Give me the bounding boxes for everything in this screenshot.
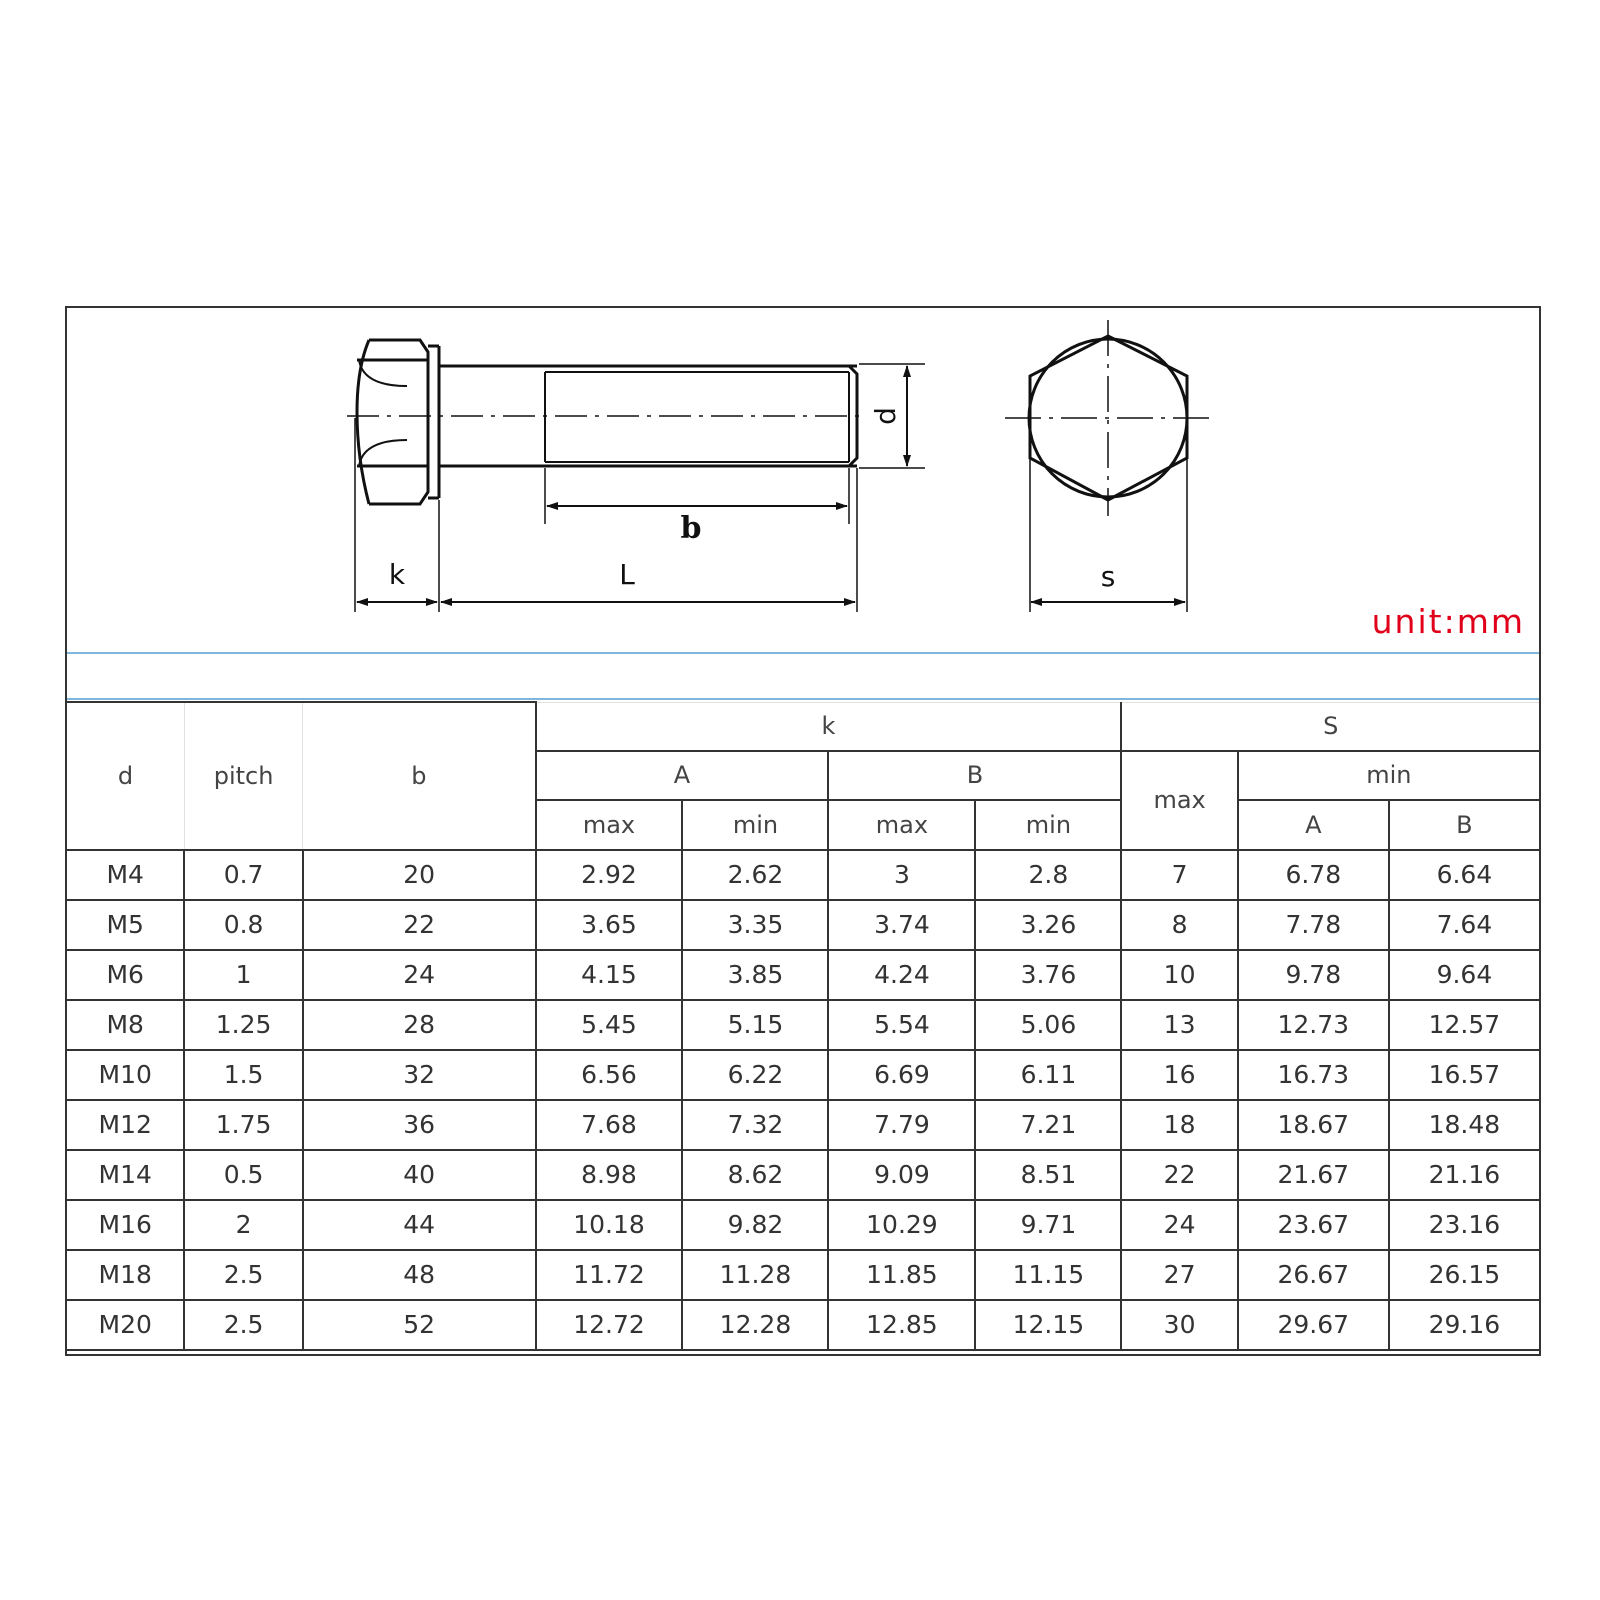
cell-b: 28 <box>303 1000 536 1050</box>
cell-k-b-max: 5.54 <box>828 1000 975 1050</box>
cell-s-max: 8 <box>1121 900 1237 950</box>
cell-k-a-min: 11.28 <box>682 1250 828 1300</box>
cell-s-max: 27 <box>1121 1250 1237 1300</box>
cell-k-b-min: 6.11 <box>975 1050 1121 1100</box>
cell-k-b-max: 12.85 <box>828 1300 975 1350</box>
cell-k-b-min: 12.15 <box>975 1300 1121 1350</box>
cell-k-b-min: 8.51 <box>975 1150 1121 1200</box>
cell-k-b-max: 4.24 <box>828 950 975 1000</box>
cell-k-b-min: 7.21 <box>975 1100 1121 1150</box>
cell-d: M8 <box>66 1000 184 1050</box>
cell-k-a-max: 8.98 <box>536 1150 683 1200</box>
cell-s-min-b: 26.15 <box>1389 1250 1540 1300</box>
label-k: k <box>388 558 406 591</box>
cell-d: M6 <box>66 950 184 1000</box>
cell-k-a-max: 12.72 <box>536 1300 683 1350</box>
cell-k-a-min: 3.85 <box>682 950 828 1000</box>
cell-b: 36 <box>303 1100 536 1150</box>
cell-k-a-max: 11.72 <box>536 1250 683 1300</box>
cell-k-a-min: 5.15 <box>682 1000 828 1050</box>
table-row <box>66 1200 1540 1250</box>
cell-d: M4 <box>66 850 184 900</box>
cell-k-a-max: 7.68 <box>536 1100 683 1150</box>
label-s: s <box>1100 560 1116 593</box>
dimension-lines <box>357 366 1185 602</box>
cell-k-b-min: 3.26 <box>975 900 1121 950</box>
table-row <box>66 1100 1540 1150</box>
cell-b: 24 <box>303 950 536 1000</box>
cell-b: 22 <box>303 900 536 950</box>
cell-pitch: 1 <box>184 950 302 1000</box>
cell-k-a-max: 4.15 <box>536 950 683 1000</box>
cell-s-min-b: 21.16 <box>1389 1150 1540 1200</box>
cell-pitch: 1.75 <box>184 1100 302 1150</box>
cell-d: M20 <box>66 1300 184 1350</box>
cell-k-a-max: 3.65 <box>536 900 683 950</box>
cell-b: 52 <box>303 1300 536 1350</box>
cell-pitch: 2 <box>184 1200 302 1250</box>
cell-k-b-min: 3.76 <box>975 950 1121 1000</box>
cell-pitch: 1.5 <box>184 1050 302 1100</box>
header-k-b-min: min <box>975 800 1121 850</box>
header-k-a: A <box>536 751 829 800</box>
cell-pitch: 2.5 <box>184 1300 302 1350</box>
cell-k-a-max: 10.18 <box>536 1200 683 1250</box>
cell-s-max: 7 <box>1121 850 1237 900</box>
cell-s-min-b: 6.64 <box>1389 850 1540 900</box>
cell-s-min-a: 16.73 <box>1238 1050 1389 1100</box>
cell-pitch: 1.25 <box>184 1000 302 1050</box>
cell-k-a-min: 2.62 <box>682 850 828 900</box>
cell-s-min-b: 12.57 <box>1389 1000 1540 1050</box>
header-s-min-b: B <box>1389 800 1540 850</box>
bolt-head-side-view <box>357 340 439 504</box>
cell-s-min-b: 29.16 <box>1389 1300 1540 1350</box>
cell-s-min-a: 21.67 <box>1238 1150 1389 1200</box>
cell-d: M5 <box>66 900 184 950</box>
cell-s-min-a: 12.73 <box>1238 1000 1389 1050</box>
cell-pitch: 0.5 <box>184 1150 302 1200</box>
header-s: S <box>1121 702 1540 751</box>
cell-d: M14 <box>66 1150 184 1200</box>
cell-pitch: 0.8 <box>184 900 302 950</box>
cell-k-b-min: 2.8 <box>975 850 1121 900</box>
header-k-b: B <box>828 751 1121 800</box>
cell-k-b-min: 11.15 <box>975 1250 1121 1300</box>
cell-k-b-max: 10.29 <box>828 1200 975 1250</box>
table-row <box>66 1250 1540 1300</box>
bolt-technical-drawing <box>67 308 1539 652</box>
header-k-b-max: max <box>828 800 975 850</box>
cell-pitch: 0.7 <box>184 850 302 900</box>
table-row <box>66 850 1540 900</box>
bolt-spec-table <box>65 701 1541 1351</box>
cell-k-b-max: 6.69 <box>828 1050 975 1100</box>
cell-s-min-b: 23.16 <box>1389 1200 1540 1250</box>
header-s-min-a: A <box>1238 800 1389 850</box>
cell-b: 32 <box>303 1050 536 1100</box>
table-row <box>66 1050 1540 1100</box>
header-k: k <box>536 702 1122 751</box>
table-row <box>66 1000 1540 1050</box>
header-s-max: max <box>1121 751 1237 850</box>
cell-k-b-max: 3.74 <box>828 900 975 950</box>
cell-d: M18 <box>66 1250 184 1300</box>
cell-s-min-a: 6.78 <box>1238 850 1389 900</box>
table-row <box>66 900 1540 950</box>
cell-k-a-min: 3.35 <box>682 900 828 950</box>
cell-k-a-min: 6.22 <box>682 1050 828 1100</box>
table-row <box>66 1150 1540 1200</box>
cell-s-min-b: 7.64 <box>1389 900 1540 950</box>
cell-k-b-max: 7.79 <box>828 1100 975 1150</box>
cell-b: 48 <box>303 1250 536 1300</box>
cell-s-min-a: 9.78 <box>1238 950 1389 1000</box>
cell-k-b-max: 3 <box>828 850 975 900</box>
header-d: d <box>66 702 184 850</box>
cell-s-max: 10 <box>1121 950 1237 1000</box>
cell-s-min-b: 16.57 <box>1389 1050 1540 1100</box>
label-d: d <box>869 407 902 425</box>
cell-s-min-a: 23.67 <box>1238 1200 1389 1250</box>
cell-s-max: 16 <box>1121 1050 1237 1100</box>
cell-k-a-min: 7.32 <box>682 1100 828 1150</box>
header-s-min: min <box>1238 751 1540 800</box>
header-k-a-max: max <box>536 800 683 850</box>
cell-k-a-min: 9.82 <box>682 1200 828 1250</box>
cell-k-a-max: 5.45 <box>536 1000 683 1050</box>
cell-k-b-min: 9.71 <box>975 1200 1121 1250</box>
spec-sheet-frame <box>65 306 1541 1356</box>
cell-d: M12 <box>66 1100 184 1150</box>
cell-k-b-max: 9.09 <box>828 1150 975 1200</box>
cell-pitch: 2.5 <box>184 1250 302 1300</box>
blue-separator-band <box>67 652 1539 700</box>
cell-k-a-min: 8.62 <box>682 1150 828 1200</box>
table-row <box>66 1300 1540 1350</box>
cell-b: 44 <box>303 1200 536 1250</box>
label-L: L <box>619 558 635 591</box>
cell-k-a-min: 12.28 <box>682 1300 828 1350</box>
cell-s-min-a: 7.78 <box>1238 900 1389 950</box>
cell-s-max: 18 <box>1121 1100 1237 1150</box>
cell-d: M10 <box>66 1050 184 1100</box>
cell-s-max: 13 <box>1121 1000 1237 1050</box>
cell-s-min-a: 26.67 <box>1238 1250 1389 1300</box>
header-k-a-min: min <box>682 800 828 850</box>
cell-s-min-b: 9.64 <box>1389 950 1540 1000</box>
header-pitch: pitch <box>184 702 302 850</box>
cell-s-min-a: 18.67 <box>1238 1100 1389 1150</box>
cell-k-a-max: 2.92 <box>536 850 683 900</box>
unit-label: unit:mm <box>1371 602 1525 641</box>
cell-s-max: 22 <box>1121 1150 1237 1200</box>
bolt-drawing-panel <box>67 308 1539 652</box>
cell-b: 20 <box>303 850 536 900</box>
table-row <box>66 950 1540 1000</box>
cell-s-max: 24 <box>1121 1200 1237 1250</box>
cell-k-a-max: 6.56 <box>536 1050 683 1100</box>
cell-b: 40 <box>303 1150 536 1200</box>
cell-k-b-max: 11.85 <box>828 1250 975 1300</box>
cell-k-b-min: 5.06 <box>975 1000 1121 1050</box>
cell-s-min-b: 18.48 <box>1389 1100 1540 1150</box>
cell-d: M16 <box>66 1200 184 1250</box>
header-b: b <box>303 702 536 850</box>
cell-s-min-a: 29.67 <box>1238 1300 1389 1350</box>
label-b: b <box>680 511 702 546</box>
cell-s-max: 30 <box>1121 1300 1237 1350</box>
